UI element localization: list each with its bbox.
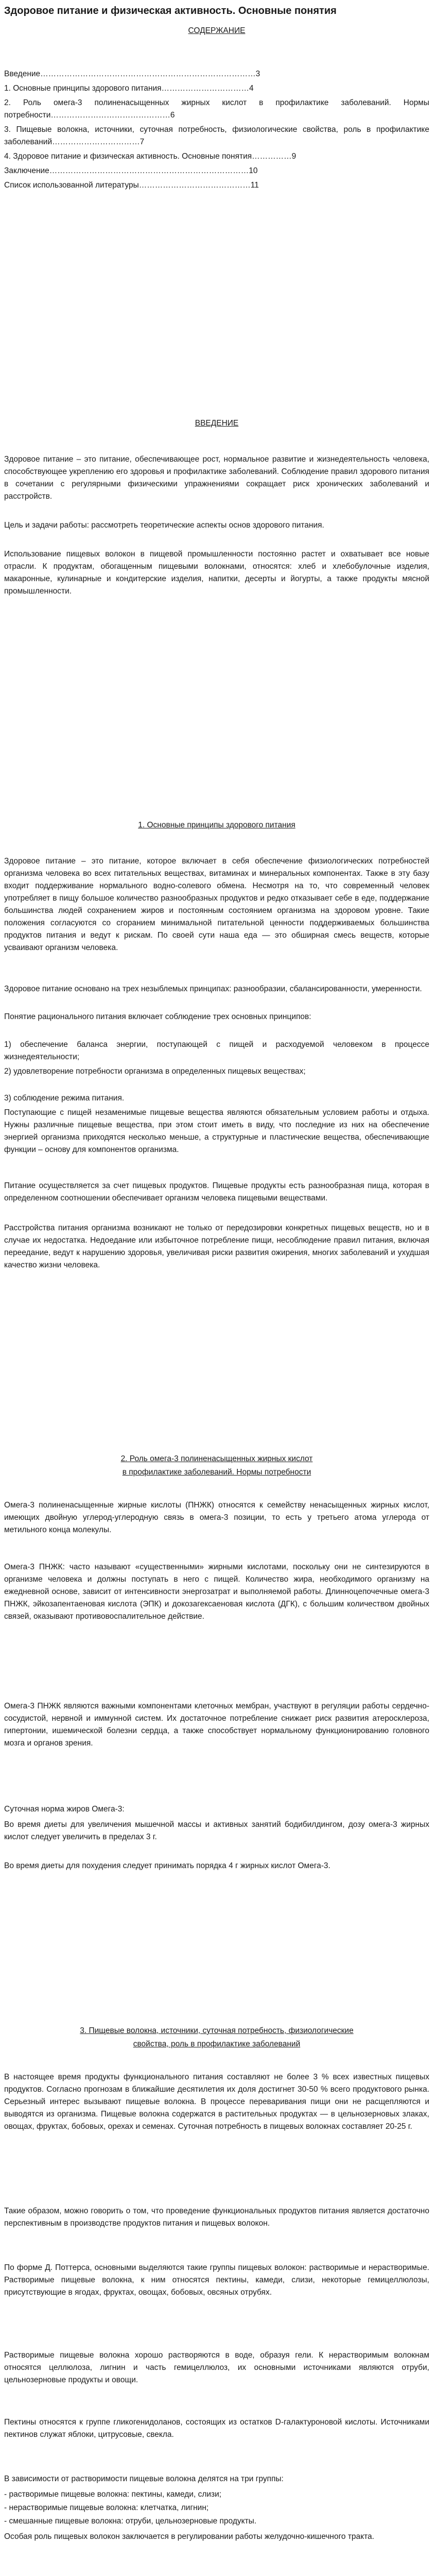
- intro-paragraph: Цель и задачи работы: рассмотреть теоретические аспекты основ здорового питания.: [4, 521, 324, 530]
- section-3-paragraph: По форме Д. Поттерса, основными выделяются такие группы пищевых волокон: растворимые и нерастворимые. Растворимые пищевые волокна, к ним относятся пектины, камеди, слизи, некоторые гемицеллюлозы, присутствующие в ягодах, фруктах, овощах, бобовых, овсяных отрубях.: [4, 2263, 429, 2297]
- intro-heading: ВВЕДЕНИЕ: [195, 419, 239, 428]
- toc-entry[interactable]: 1. Основные принципы здорового питания……………………………4: [4, 84, 254, 93]
- section-1-paragraph: Здоровое питание – это питание, которое включает в себя обеспечение физиологических потребностей организма человека во всех питательных веществах, витаминах и минеральных компонентах. Также в эту базу входит поддерживание нормального водно-солевого обмена. Несмотря на то, что современный человек употребляет в пищу большое количество разнообразных продуктов и редко отказывает себе в еде, поддержание большинства людей сохранением жиров и постоянным состоянием организма на здоровом уровне. Такие положения согласуются со сгоранием минимальной питательной ценности поддерживаемых большинства продуктов питания и ведут к рискам. По своей сути наша еда — это обширная смесь веществ, которые усваивают организм человека.: [4, 857, 429, 952]
- section-1-heading: 1. Основные принципы здорового питания: [138, 821, 295, 829]
- section-3-list-item: - смешанные пищевые волокна: отруби, цельнозерновые продукты.: [4, 2517, 257, 2526]
- section-2-paragraph: Омега-3 ПНЖК: часто называют «существенными» жирными кислотами, поскольку они не синтезируются в организме человека и должны поступать в него с пищей. Количество жира, необходимого организму на ежедневной основе, зависит от интенсивности энергозатрат и выполняемой работы. Длинноцепочечные омега-3 ПНЖК, эйкозапентаеновая кислота (ЭПК) и докозагексаеновая кислота (ДГК), с большим количеством двойных связей, оказывают противовоспалительное действие.: [4, 1563, 429, 1621]
- section-2-paragraph: Суточная норма жиров Омега-3:: [4, 1805, 125, 1814]
- document-title: Здоровое питание и физическая активность. Основные понятия: [4, 5, 337, 16]
- section-1-paragraph: Расстройства питания организма возникают не только от передозировки конкретных пищевых веществ, но и в случае их недостатка. Недоедание или избыточное потребление пищи, несоблюдение правил питания, включая переедание, ведут к нарушению здоровья, увеличивая риски развития ожирения, многих заболеваний и ухудшая качество жизни человека.: [4, 1224, 429, 1269]
- section-1-paragraph: 3) соблюдение режима питания.: [4, 1094, 125, 1103]
- section-1-paragraph: Поступающие с пищей незаменимые пищевые вещества являются обязательным условием работы и отдыха. Нужны различные пищевые вещества, при этом стоит иметь в виду, что последние из них на обеспечение энергией организма приходятся несколько меньше, а структурные и пластические вещества, обеспечивающие функции – основу для компонентов организма.: [4, 1108, 429, 1154]
- section-1-paragraph: Питание осуществляется за счет пищевых продуктов. Пищевые продукты есть разнообразная пища, которая в определенном соотношении обеспечивает организм человека пищевыми веществами.: [4, 1181, 429, 1202]
- section-3-list-item: - растворимые пищевые волокна: пектины, камеди, слизи;: [4, 2490, 222, 2499]
- toc-entry[interactable]: Введение………………………………………………………………………3: [4, 70, 260, 78]
- section-2-heading-line: в профилактике заболеваний. Нормы потребности: [122, 1468, 311, 1477]
- toc-entry[interactable]: Список использованной литературы……………………………………11: [4, 181, 259, 190]
- intro-paragraph: Использование пищевых волокон в пищевой промышленности постоянно растет и охватывает все новые отрасли. К продуктам, обогащенным пищевыми волокнами, относятся: хлеб и хлебобулочные изделия, макаронные, кулинарные и кондитерские изделия, напитки, десерты и йогурты, а также продукты мясной промышленности.: [4, 550, 429, 596]
- section-3-heading-line: свойства, роль в профилактике заболеваний: [133, 2040, 301, 2048]
- toc-entry[interactable]: 2. Роль омега-3 полиненасыщенных жирных кислот в профилактике заболеваний. Нормы потребности………………………………………6: [4, 98, 429, 120]
- section-3-paragraph: В настоящее время продукты функционального питания составляют не более 3 % всех известных пищевых продуктов. Согласно прогнозам в ближайшие десятилетия их доля достигнет 30-50 % всего продуктового рынка. Серьезный интерес вызывают пищевые волокна. В процессе переваривания пищи они не расщепляются и выводятся из организма. Пищевые волокна содержатся в растительных продуктах — в цельнозерновых злаках, овощах, фруктах, бобовых, орехах и семенах. Суточная потребность в пищевых волокнах составляет 20-25 г.: [4, 2073, 429, 2131]
- section-2-paragraph: Во время диеты для похудения следует принимать порядка 4 г жирных кислот Омега-3.: [4, 1861, 330, 1870]
- section-1-paragraph: 1) обеспечение баланса энергии, поступающей с пищей и расходуемой человеком в процессе жизнедеятельности;: [4, 1040, 429, 1061]
- section-3-paragraph: Пектины относятся к группе гликогенидоланов, состоящих из остатков D-галактуроновой кислоты. Источниками пектинов служат яблоки, цитрусовые, свекла.: [4, 2418, 429, 2439]
- section-2-paragraph: Омега-3 полиненасыщенные жирные кислоты (ПНЖК) относятся к семейству ненасыщенных жирных кислот, имеющих двойную углерод-углеродную связь в омега-3 позиции, то есть у третьего атома углерода от метильного конца молекулы.: [4, 1501, 429, 1534]
- section-3-paragraph: В зависимости от растворимости пищевые волокна делятся на три группы:: [4, 2475, 284, 2483]
- section-1-paragraph: Здоровое питание основано на трех незыблемых принципах: разнообразии, сбалансированности, умеренности.: [4, 985, 422, 993]
- section-2-paragraph: Во время диеты для увеличения мышечной массы и активных занятий бодибилдингом, дозу омега-3 жирных кислот следует увеличить в пределах 3 г.: [4, 1820, 429, 1841]
- section-3-paragraph: Растворимые пищевые волокна хорошо растворяются в воде, образуя гели. К нерастворимым волокнам относятся целлюлоза, лигнин и часть гемицеллюлоз, их основными источниками являются отруби, цельнозерновые продукты и овощи.: [4, 2351, 429, 2384]
- toc-entry[interactable]: 3. Пищевые волокна, источники, суточная потребность, физиологические свойства, роль в профилактике заболеваний……………………………7: [4, 125, 429, 146]
- intro-paragraph: Здоровое питание – это питание, обеспечивающее рост, нормальное развитие и жизнедеятельность человека, способствующее укреплению его здоровья и профилактике заболеваний. Соблюдение правил здорового питания в сочетании с регулярными физическими упражнениями сокращает риск хронических заболеваний и расстройств.: [4, 455, 429, 501]
- section-2-paragraph: Омега-3 ПНЖК являются важными компонентами клеточных мембран, участвуют в регуляции работы сердечно-сосудистой, нервной и иммунной систем. Их достаточное потребление снижает риск развития атеросклероза, гипертонии, ишемической болезни сердца, а также способствует нормальному функционированию головного мозга и органов зрения.: [4, 1702, 429, 1748]
- section-3-list-item: - нерастворимые пищевые волокна: клетчатка, лигнин;: [4, 2503, 209, 2512]
- toc-entry[interactable]: 4. Здоровое питание и физическая активность. Основные понятия……………9: [4, 152, 297, 161]
- section-3-heading-line: 3. Пищевые волокна, источники, суточная потребность, физиологические: [80, 2026, 354, 2035]
- section-1-paragraph: 2) удовлетворение потребности организма в определенных пищевых веществах;: [4, 1067, 306, 1076]
- section-1-paragraph: Понятие рационального питания включает соблюдение трех основных принципов:: [4, 1012, 311, 1021]
- section-2-heading-line: 2. Роль омега-3 полиненасыщенных жирных кислот: [120, 1454, 313, 1463]
- toc-entry[interactable]: Заключение…………………………………………………………………10: [4, 166, 258, 175]
- section-3-paragraph: Особая роль пищевых волокон заключается в регулировании работы желудочно-кишечного тракта.: [4, 2532, 374, 2541]
- contents-heading: СОДЕРЖАНИЕ: [188, 26, 246, 35]
- section-3-paragraph: Такие образом, можно говорить о том, что проведение функциональных продуктов питания является достаточно перспективным в производстве продуктов питания и пищевых волокон.: [4, 2207, 429, 2228]
